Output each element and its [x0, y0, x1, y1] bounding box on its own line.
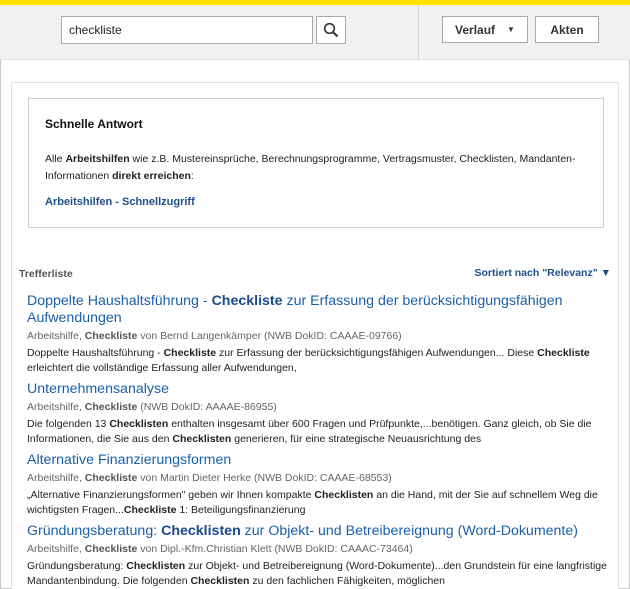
result-snippet: Gründungsberatung: Checklisten zur Objekt- und Betreibereignung (Word-Dokumente)...den Grundstein für eine langfristige Mandantenbindung. Die folgenden Checklisten zu den fachlichen Fähigkeiten, möglichen	[27, 560, 607, 587]
search-input[interactable]	[61, 16, 313, 44]
result-snippet: Doppelte Haushaltsführung - Checkliste zur Erfassung der berücksichtigungsfähigen Aufwendungen... Diese Checkliste erleichtert die vollständige Erfassung aller Aufwendungen,	[27, 347, 590, 374]
result-title-link[interactable]: Gründungsberatung: Checklisten zur Objekt- und Betreibereignung (Word-Dokumente)	[27, 523, 578, 539]
result-item	[27, 452, 607, 518]
result-meta: Arbeitshilfe, Checkliste von Bernd Langenkämper (NWB DokID: CAAAE-09766)	[27, 330, 402, 342]
result-title-link[interactable]: Doppelte Haushaltsführung - Checkliste zur Erfassung der berücksichtigungsfähigen Aufwendungen	[27, 293, 563, 326]
quick-answer-box	[28, 98, 604, 228]
result-title-link[interactable]: Unternehmensanalyse	[27, 381, 169, 397]
result-snippet: „Alternative Finanzierungsformen" geben wir Ihnen kompakte Checklisten an die Hand, mit der Sie auf schnellem Weg die wichtigsten Fragen...Checkliste 1: Beteiligungsfinanzierung	[27, 489, 598, 516]
sort-dropdown[interactable]: Sortiert nach "Relevanz" ▼	[474, 267, 611, 279]
result-title-link[interactable]: Alternative Finanzierungsformen	[27, 452, 232, 468]
search-icon	[323, 22, 339, 38]
result-snippet: Die folgenden 13 Checklisten enthalten insgesamt über 600 Fragen und Prüfpunkte,...benötigen. Ganz gleich, ob Sie die Informationen, die Sie aus den Checklisten generieren, für eine strategische Neuausrichtung des	[27, 418, 592, 445]
header	[0, 5, 630, 60]
akten-button[interactable]	[535, 16, 599, 43]
result-item	[27, 523, 607, 589]
result-meta: Arbeitshilfe, Checkliste (NWB DokID: AAAAE-86955)	[27, 401, 277, 413]
quick-answer-title: Schnelle Antwort	[45, 117, 143, 131]
result-meta: Arbeitshilfe, Checkliste von Dipl.-Kfm.Christian Klett (NWB DokID: CAAAC-73464)	[27, 543, 413, 555]
result-item	[27, 293, 607, 376]
result-meta: Arbeitshilfe, Checkliste von Martin Dieter Herke (NWB DokID: CAAAE-68553)	[27, 472, 392, 484]
chevron-down-icon: ▼	[507, 25, 515, 34]
quick-answer-text: Alle Arbeitshilfen wie z.B. Mustereinsprüche, Berechnungsprogramme, Vertragsmuster, Checklisten, Mandanten-Informationen direkt erreichen:	[45, 153, 576, 182]
results-list-label: Trefferliste	[19, 268, 73, 280]
verlauf-dropdown[interactable]	[442, 16, 528, 43]
akten-label: Akten	[550, 22, 584, 37]
search-button[interactable]	[316, 16, 346, 44]
verlauf-label: Verlauf	[455, 22, 496, 37]
arbeitshilfen-schnellzugriff-link[interactable]: Arbeitshilfen - Schnellzugriff	[45, 196, 195, 208]
header-divider	[418, 5, 419, 60]
result-item	[27, 381, 607, 447]
